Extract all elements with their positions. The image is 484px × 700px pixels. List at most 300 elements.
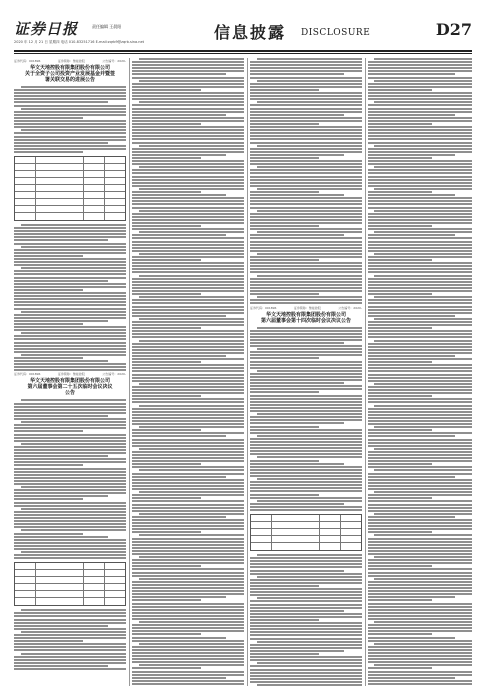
- text-line: [250, 351, 362, 353]
- text-line: [250, 216, 362, 218]
- text-line: [14, 101, 108, 103]
- table-cell: [15, 584, 36, 590]
- text-line: [368, 479, 472, 481]
- text-line: [368, 281, 472, 283]
- text-line: [257, 275, 362, 277]
- text-line: [250, 472, 362, 474]
- text-line: [14, 446, 126, 448]
- masthead-rule: [14, 50, 472, 52]
- text-line: [132, 411, 244, 413]
- text-line: [14, 142, 108, 144]
- text-line: [132, 519, 244, 521]
- text-line: [368, 494, 472, 496]
- text-line: [14, 449, 126, 451]
- table-row: [15, 563, 125, 570]
- text-line: [250, 172, 362, 174]
- text-line: [132, 324, 244, 326]
- text-line: [368, 126, 472, 128]
- text-line: [250, 364, 362, 366]
- text-line: [250, 126, 362, 128]
- text-line: [250, 73, 344, 75]
- text-line: [368, 510, 472, 512]
- text-line: [250, 665, 362, 667]
- text-line: [250, 447, 362, 449]
- text-line: [374, 405, 472, 407]
- text-line: [132, 485, 244, 487]
- text-line: [139, 621, 244, 623]
- text-line: [250, 213, 362, 215]
- table-cell: [341, 522, 361, 528]
- text-line: [368, 83, 472, 85]
- text-line: [21, 653, 126, 655]
- text-line: [132, 281, 244, 283]
- text-line: [368, 507, 472, 509]
- text-line: [250, 361, 362, 363]
- text-line: [132, 612, 244, 614]
- text-line: [132, 247, 244, 249]
- text-line: [132, 302, 244, 304]
- table-cell: [105, 570, 125, 576]
- article-body: [250, 327, 362, 512]
- text-line: [368, 237, 472, 239]
- text-line: [250, 494, 319, 496]
- text-line: [132, 435, 226, 437]
- text-line: [132, 148, 244, 150]
- text-line: [250, 197, 362, 199]
- text-line: [368, 77, 472, 79]
- text-line: [250, 89, 319, 91]
- text-line: [250, 345, 362, 347]
- text-line: [250, 607, 362, 609]
- text-line: [132, 655, 244, 657]
- text-line: [368, 488, 472, 490]
- text-line: [250, 631, 362, 633]
- table-cell: [36, 563, 85, 569]
- text-line: [250, 647, 362, 649]
- text-line: [132, 550, 244, 552]
- text-line: [374, 166, 472, 168]
- text-line: [132, 361, 201, 363]
- text-line: [257, 576, 362, 578]
- text-line: [132, 228, 244, 230]
- headline-text: 华文天地控股有限集团股份有限公司 第六届董事会第二十五次临时会议决议 公告: [27, 378, 113, 397]
- text-line: [21, 246, 126, 248]
- text-line: [132, 615, 244, 617]
- text-line: [14, 458, 126, 460]
- text-line: [14, 625, 108, 627]
- text-line: [250, 391, 319, 393]
- text-line: [21, 551, 126, 553]
- table-cell: [341, 543, 361, 550]
- text-line: [14, 495, 108, 497]
- text-line: [132, 587, 244, 589]
- text-line: [250, 410, 362, 412]
- text-line: [14, 286, 126, 288]
- text-line: [250, 678, 362, 680]
- text-line: [368, 154, 455, 156]
- text-line: [132, 473, 244, 475]
- table-row: [251, 522, 361, 529]
- text-line: [257, 166, 362, 168]
- text-line: [14, 351, 126, 353]
- text-line: [250, 234, 344, 236]
- text-line: [132, 658, 244, 660]
- text-line: [250, 625, 362, 627]
- text-line: [368, 435, 455, 437]
- text-line: [250, 330, 362, 332]
- text-line: [368, 531, 432, 533]
- text-line: [368, 191, 432, 193]
- text-line: [250, 142, 362, 144]
- table-cell: [36, 199, 85, 205]
- text-line: [21, 332, 126, 334]
- text-line: [132, 637, 226, 639]
- text-line: [21, 311, 126, 313]
- table-cell: [84, 563, 105, 569]
- text-line: [132, 377, 244, 379]
- section-title: 信息披露: [214, 23, 287, 42]
- text-line: [368, 207, 472, 209]
- text-line: [368, 630, 472, 632]
- text-line: [250, 613, 362, 615]
- text-line: [368, 389, 472, 391]
- text-line: [132, 336, 244, 338]
- text-line: [132, 126, 244, 128]
- text-line: [139, 556, 244, 558]
- table-cell: [36, 598, 85, 605]
- text-line: [14, 243, 126, 245]
- text-line: [132, 522, 244, 524]
- text-line: [132, 138, 244, 140]
- table-cell: [84, 199, 105, 205]
- text-line: [250, 339, 362, 341]
- text-line: [132, 401, 244, 403]
- text-line: [14, 366, 126, 368]
- text-line: [132, 142, 244, 144]
- text-line: [250, 70, 362, 72]
- text-line: [250, 129, 362, 131]
- text-line: [368, 148, 472, 150]
- text-line: [14, 258, 126, 260]
- text-line: [368, 615, 472, 617]
- table-cell: [105, 598, 125, 605]
- column-divider: [129, 58, 130, 686]
- text-line: [368, 200, 472, 202]
- text-line: [14, 295, 126, 297]
- text-line: [257, 210, 362, 212]
- text-line: [368, 411, 472, 413]
- section-title-en: DISCLOSURE: [301, 28, 371, 38]
- text-line: [132, 265, 244, 267]
- text-line: [14, 308, 126, 310]
- text-line: [368, 358, 472, 360]
- text-line: [374, 469, 472, 471]
- text-line: [368, 293, 432, 295]
- table-cell: [15, 157, 36, 163]
- text-line: [250, 432, 362, 434]
- text-line: [250, 61, 362, 63]
- text-line: [250, 466, 362, 468]
- text-line: [368, 361, 432, 363]
- text-line: [250, 444, 362, 446]
- text-line: [250, 388, 362, 390]
- text-line: [250, 268, 362, 270]
- text-line: [368, 86, 472, 88]
- text-line: [14, 668, 126, 670]
- text-line: [374, 621, 472, 623]
- text-line: [368, 219, 472, 221]
- article-body: [368, 58, 472, 686]
- text-line: [250, 650, 344, 652]
- text-line: [368, 485, 472, 487]
- text-line: [132, 568, 244, 570]
- text-line: [14, 120, 126, 122]
- table-row: [15, 570, 125, 577]
- text-line: [250, 92, 362, 94]
- article-body: [14, 609, 126, 670]
- table-cell: [84, 157, 105, 163]
- text-line: [368, 182, 472, 184]
- text-line: [132, 67, 244, 69]
- text-line: [368, 157, 432, 159]
- text-line: [368, 129, 472, 131]
- text-line: [250, 123, 319, 125]
- text-line: [368, 398, 472, 400]
- text-line: [250, 638, 362, 640]
- text-line: [14, 511, 126, 513]
- text-line: [250, 163, 362, 165]
- text-line: [368, 299, 472, 301]
- text-line: [368, 683, 472, 685]
- stock-code: 证券代码：001896: [14, 59, 41, 63]
- text-line: [250, 244, 362, 246]
- text-line: [132, 414, 244, 416]
- text-line: [368, 649, 472, 651]
- text-line: [14, 239, 108, 241]
- text-line: [250, 616, 362, 618]
- text-line: [368, 250, 472, 252]
- text-line: [14, 360, 108, 362]
- text-line: [250, 579, 362, 581]
- text-line: [250, 367, 362, 369]
- text-line: [14, 273, 126, 275]
- text-line: [132, 225, 201, 227]
- text-line: [132, 237, 244, 239]
- page-number: D27: [435, 20, 472, 39]
- text-line: [250, 293, 319, 295]
- text-line: [250, 132, 362, 134]
- text-line: [250, 582, 362, 584]
- text-line: [132, 358, 244, 360]
- text-line: [132, 380, 244, 382]
- text-line: [21, 486, 126, 488]
- text-line: [368, 306, 472, 308]
- text-line: [132, 83, 244, 85]
- text-line: [132, 683, 244, 685]
- table-cell: [36, 213, 85, 220]
- text-line: [368, 346, 472, 348]
- text-line: [132, 191, 201, 193]
- text-line: [250, 247, 362, 249]
- text-line: [21, 529, 126, 531]
- text-line: [368, 138, 472, 140]
- text-line: [14, 314, 126, 316]
- text-line: [250, 426, 319, 428]
- text-line: [250, 503, 344, 505]
- table-cell: [105, 213, 125, 220]
- text-line: [21, 129, 126, 131]
- text-line: [21, 508, 126, 510]
- text-line: [368, 278, 472, 280]
- text-line: [14, 468, 126, 470]
- text-line: [139, 664, 244, 666]
- text-line: [132, 538, 244, 540]
- table-cell: [105, 185, 125, 191]
- text-line: [132, 185, 244, 187]
- text-line: [250, 450, 362, 452]
- text-line: [14, 434, 126, 436]
- text-line: [250, 634, 362, 636]
- text-line: [139, 188, 244, 190]
- text-line: [250, 681, 362, 683]
- text-line: [132, 262, 244, 264]
- text-line: [132, 392, 244, 394]
- text-line: [250, 438, 362, 440]
- table-cell: [105, 563, 125, 569]
- stock-code: 证券代码：001896: [14, 372, 41, 377]
- text-line: [14, 403, 126, 405]
- text-line: [368, 460, 472, 462]
- text-line: [132, 677, 226, 679]
- text-line: [368, 401, 472, 403]
- text-line: [250, 250, 362, 252]
- text-line: [368, 541, 472, 543]
- text-line: [368, 315, 455, 317]
- masthead: [14, 18, 472, 48]
- text-line: [139, 145, 244, 147]
- text-line: [139, 253, 244, 255]
- text-line: [14, 252, 126, 254]
- text-line: [132, 463, 201, 465]
- text-line: [368, 61, 472, 63]
- text-line: [368, 343, 472, 345]
- article-body: [14, 224, 126, 371]
- text-line: [132, 640, 244, 642]
- table-cell: [320, 543, 341, 550]
- text-line: [132, 593, 244, 595]
- text-line: [14, 539, 126, 541]
- text-line: [368, 439, 472, 441]
- table-row: [15, 192, 125, 199]
- text-line: [368, 627, 472, 629]
- text-line: [368, 463, 432, 465]
- text-line: [132, 290, 244, 292]
- text-line: [132, 98, 244, 100]
- text-line: [132, 104, 244, 106]
- table-cell: [84, 192, 105, 198]
- text-line: [368, 587, 472, 589]
- text-line: [139, 469, 244, 471]
- text-line: [250, 570, 344, 572]
- column-4: [368, 58, 472, 686]
- text-line: [250, 379, 362, 381]
- text-line: [14, 249, 126, 251]
- text-line: [368, 658, 472, 660]
- text-line: [250, 219, 362, 221]
- text-line: [368, 95, 472, 97]
- text-line: [368, 377, 472, 379]
- table-row: [251, 515, 361, 522]
- text-line: [374, 556, 472, 558]
- text-line: [368, 70, 472, 72]
- text-line: [368, 550, 472, 552]
- text-line: [257, 641, 362, 643]
- text-line: [14, 89, 126, 91]
- text-line: [132, 327, 201, 329]
- text-line: [14, 545, 126, 547]
- table-cell: [36, 185, 85, 191]
- text-line: [250, 659, 362, 661]
- text-line: [250, 669, 362, 671]
- text-line: [14, 492, 126, 494]
- table-cell: [272, 536, 321, 542]
- text-line: [368, 73, 455, 75]
- text-line: [250, 563, 362, 565]
- text-line: [14, 520, 126, 522]
- text-line: [368, 408, 472, 410]
- text-line: [250, 385, 362, 387]
- text-line: [139, 426, 244, 428]
- table-cell: [84, 206, 105, 212]
- text-line: [250, 357, 319, 359]
- text-line: [250, 604, 362, 606]
- table-cell: [105, 157, 125, 163]
- text-line: [368, 135, 472, 137]
- table-cell: [15, 213, 36, 220]
- table-cell: [84, 171, 105, 177]
- text-line: [250, 67, 362, 69]
- text-line: [368, 442, 472, 444]
- text-line: [132, 417, 244, 419]
- text-line: [368, 674, 472, 676]
- text-line: [132, 680, 244, 682]
- text-line: [250, 591, 362, 593]
- text-line: [14, 526, 126, 528]
- text-line: [250, 594, 362, 596]
- text-line: [368, 568, 472, 570]
- table-cell: [36, 171, 85, 177]
- table-cell: [15, 563, 36, 569]
- text-line: [368, 225, 432, 227]
- text-line: [374, 578, 472, 580]
- text-line: [368, 466, 472, 468]
- table-cell: [84, 185, 105, 191]
- text-line: [250, 256, 362, 258]
- text-line: [14, 461, 126, 463]
- table-cell: [15, 199, 36, 205]
- text-line: [14, 659, 126, 661]
- text-line: [250, 284, 362, 286]
- text-line: [132, 531, 201, 533]
- text-line: [132, 132, 244, 134]
- text-line: [368, 349, 472, 351]
- text-line: [14, 111, 126, 113]
- text-line: [14, 255, 83, 257]
- article-headline: [14, 378, 126, 396]
- text-line: [132, 213, 244, 215]
- table-cell: [105, 584, 125, 590]
- text-line: [14, 498, 83, 500]
